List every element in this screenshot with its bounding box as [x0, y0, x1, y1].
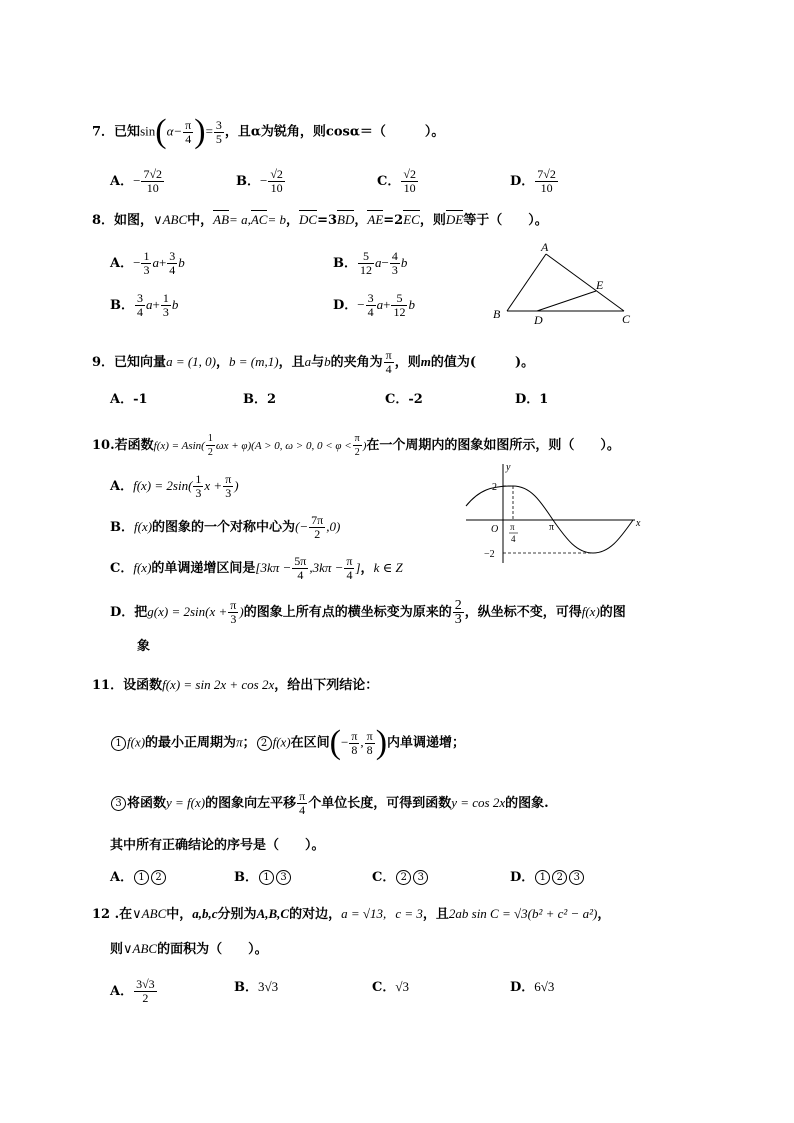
q11-option-b[interactable]: B． 1 3	[234, 869, 292, 887]
triangle-side-ab	[507, 254, 546, 311]
q11-statement-3: 3 将函数y = f(x)的图象向左平移 $\frac{\pi}{4}$ 个单位长度，可得到函数y = cos 2x的图象.	[110, 790, 549, 817]
label-e: E	[596, 278, 604, 292]
q8-triangle-figure	[488, 240, 638, 330]
q7-option-a[interactable]: A．− $\frac{7√2}{10}$	[110, 167, 163, 195]
q11-option-d[interactable]: D． 1 2 3	[510, 869, 585, 887]
tick-label-2: 2	[492, 482, 497, 493]
tick-label-pi4-num: π	[510, 522, 515, 532]
axis-label-y: y	[506, 462, 511, 473]
label-b: B	[493, 307, 501, 321]
q8-option-b2[interactable]: B． $\frac{3}{4}$ a+ $\frac{1}{3}$ b	[110, 291, 179, 319]
q8-number: 8．	[92, 213, 115, 228]
q9-stem: 9．已知向量a = (1, 0)，b = (m,1)，且a与b的夹角为 $\frac{\pi}{4}$ ，则m的值为( )。	[92, 348, 535, 376]
label-a: A	[541, 240, 549, 254]
q11-question: 其中所有正确结论的序号是（ ）。	[110, 838, 325, 853]
q11-option-a[interactable]: A． 1 2	[110, 869, 167, 887]
q7-stem: 7．已知sin(α− $\frac{\pi}{4}$ )= $\frac{3}{5}$ ，且α为锐角，则cosα＝（ ）。	[92, 113, 445, 150]
q10-option-a[interactable]: A．f(x) = 2sin( $\frac{1}{3}$ x + $\frac{\pi}{3}$ )	[110, 472, 239, 500]
q7-option-d[interactable]: D． $\frac{7√2}{10}$	[510, 167, 556, 195]
tick-label-neg2: −2	[484, 549, 495, 560]
q12-stem: 12 .在∨ABC中，a,b,c分别为A,B,C的对边，a = √13, c = 3，且2ab sin C = √3(b² + c² − a²)，	[92, 906, 611, 922]
q10-option-d[interactable]: D．把g(x) = 2sin(x + $\frac{\pi}{3}$ )的图象上所有点的横坐标变为原来的 $\frac{2}{3}$ ，纵坐标不变，可得f(x)的图	[110, 598, 626, 627]
label-c: C	[622, 312, 631, 326]
q8-option-b1[interactable]: B． $\frac{5}{12}$ a− $\frac{4}{3}$ b	[333, 249, 408, 277]
q8-stem: 8．如图，∨ABC中，AB= a,AC= b，DC=3BD，AE=2EC，则DE等于（ ）。	[92, 212, 548, 228]
tick-label-pi: π	[549, 522, 555, 533]
q12-number: 12 .	[92, 907, 120, 922]
label-d: D	[534, 313, 543, 327]
circled-1: 1	[111, 736, 126, 751]
q11-statements-1-2: 1 f(x)的最小正周期为π； 2 f(x)在区间(− $\frac{\pi}{8}$ , $\frac{\pi}{8}$ )内单调递增；	[110, 726, 465, 760]
q9-option-c[interactable]: C．-2	[385, 392, 423, 407]
circled-2: 2	[257, 736, 272, 751]
q10-option-d-cont: 象	[137, 639, 151, 654]
q11-number: 11．	[92, 678, 124, 693]
q7-number: 7．	[92, 124, 115, 140]
q12-option-b[interactable]: B．3√3	[234, 979, 279, 995]
q12-option-d[interactable]: D．6√3	[510, 979, 555, 995]
q11-stem: 11．设函数f(x) = sin 2x + cos 2x，给出下列结论：	[92, 677, 379, 693]
q10-sine-graph	[463, 458, 647, 568]
q10-option-c[interactable]: C．f(x)的单调递增区间是[3kπ − $\frac{5\pi}{4}$ ,3kπ − $\frac{\pi}{4}$ ]，k ∈ Z	[110, 554, 403, 582]
q12-option-c[interactable]: C．√3	[372, 979, 409, 995]
q10-stem: 10.若函数f(x) = Asin( $\frac{1}{2}$ ωx + φ)(A > 0, ω > 0, 0 < φ < $\frac{\pi}{2}$ )在一个周期内的图象如图所示，则（ ）。	[92, 433, 620, 458]
q9-number: 9．	[92, 355, 115, 370]
q9-option-b[interactable]: B．2	[243, 392, 277, 407]
q12-option-a[interactable]: A． $\frac{3√3}{2}$	[110, 977, 155, 1005]
q9-option-d[interactable]: D．1	[515, 392, 549, 407]
q8-option-d[interactable]: D．− $\frac{3}{4}$ a+ $\frac{5}{12}$ b	[333, 291, 415, 319]
q8-option-a[interactable]: A．− $\frac{1}{3}$ a+ $\frac{3}{4}$ b	[110, 249, 185, 277]
q12-stem-line2: 则∨ABC的面积为（ ）。	[110, 941, 268, 957]
q9-option-a[interactable]: A．-1	[110, 392, 148, 407]
triangle-side-ac	[546, 254, 624, 311]
q10-option-b[interactable]: B．f(x)的图象的一个对称中心为(− $\frac{7\pi}{2}$ ,0)	[110, 513, 341, 541]
tick-label-pi4-den: 4	[511, 534, 516, 544]
origin-label: O	[491, 524, 499, 535]
q7-option-c[interactable]: C． $\frac{√2}{10}$	[377, 167, 416, 195]
circled-3: 3	[111, 796, 126, 811]
q10-number: 10.	[92, 438, 115, 453]
q11-option-c[interactable]: C． 2 3	[372, 869, 429, 887]
axis-label-x: x	[636, 518, 641, 529]
q7-option-b[interactable]: B．− $\frac{√2}{10}$	[236, 167, 283, 195]
triangle-segment-de	[537, 291, 596, 311]
